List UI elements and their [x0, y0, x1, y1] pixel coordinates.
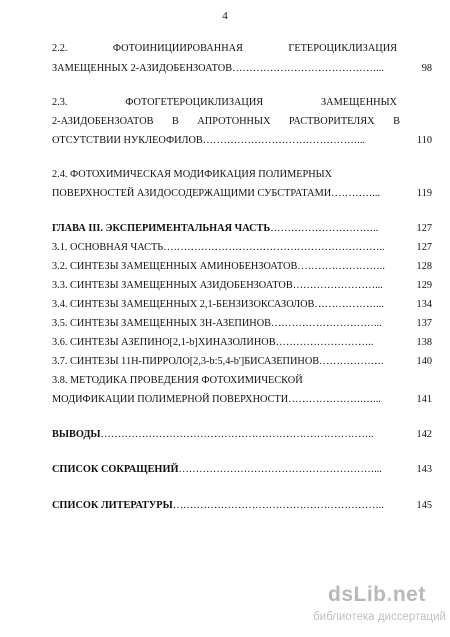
- toc-entry-chapter-3: ГЛАВА III. ЭКСПЕРИМЕНТАЛЬНАЯ ЧАСТЬ…………………………..: [52, 223, 379, 234]
- toc-entry-3-5: 3.5. СИНТЕЗЫ ЗАМЕЩЕННЫХ 3Н-АЗЕПИНОВ…………………………...: [52, 318, 382, 329]
- toc-entry-2-3-line-2: 2-АЗИДОБЕНЗОАТОВ В АПРОТОННЫХ РАСТВОРИТЕЛЯХ В: [52, 116, 400, 127]
- toc-entry-3-4: 3.4. СИНТЕЗЫ ЗАМЕЩЕННЫХ 2,1-БЕНЗИЗОКСАЗОЛОВ………………...: [52, 299, 384, 310]
- toc-entry-abbreviations: СПИСОК СОКРАЩЕНИЙ…………………………………………………...: [52, 464, 382, 475]
- toc-page-3-6: 138: [416, 337, 432, 348]
- dslib-logo: dsLib.net: [328, 583, 426, 606]
- toc-page-2-2: 98: [421, 63, 432, 74]
- toc-entry-conclusions: ВЫВОДЫ……………………………………………………………………..: [52, 429, 374, 440]
- toc-entry-3-7: 3.7. СИНТЕЗЫ 11Н-ПИРРОЛО[2,3-b:5,4-b']БИСАЗЕПИНОВ……………….: [52, 356, 384, 367]
- toc-page-abbreviations: 143: [416, 464, 432, 475]
- toc-entry-2-3-line-1: 2.3. ФОТОГЕТЕРОЦИКЛИЗАЦИЯ ЗАМЕЩЕННЫХ: [52, 97, 397, 108]
- toc-page-references: 145: [416, 500, 432, 511]
- toc-page-3-4: 134: [416, 299, 432, 310]
- toc-entry-2-2-line-1: 2.2. ФОТОИНИЦИИРОВАННАЯ ГЕТЕРОЦИКЛИЗАЦИЯ: [52, 43, 397, 54]
- toc-entry-3-1: 3.1. ОСНОВНАЯ ЧАСТЬ………………………………………………………..: [52, 242, 385, 253]
- toc-entry-2-4-line-1: 2.4. ФОТОХИМИЧЕСКАЯ МОДИФИКАЦИЯ ПОЛИМЕРНЫХ: [52, 169, 333, 180]
- toc-entry-2-2-line-2: ЗАМЕЩЕННЫХ 2-АЗИДОБЕНЗОАТОВ……………………………………...: [52, 63, 384, 74]
- toc-entry-3-8-line-2: МОДИФИКАЦИИ ПОЛИМЕРНОЙ ПОВЕРХНОСТИ………………….…...: [52, 394, 381, 405]
- toc-entry-3-8-line-1: 3.8. МЕТОДИКА ПРОВЕДЕНИЯ ФОТОХИМИЧЕСКОЙ: [52, 375, 303, 386]
- toc-page-3-2: 128: [416, 261, 432, 272]
- toc-page-conclusions: 142: [416, 429, 432, 440]
- toc-entry-references: СПИСОК ЛИТЕРАТУРЫ……………………………………………………..: [52, 500, 384, 511]
- toc-page-2-3: 110: [416, 135, 432, 146]
- toc-page-3-5: 137: [416, 318, 432, 329]
- page-number: 4: [222, 10, 228, 22]
- toc-entry-2-3-line-3: ОТСУТСТВИИ НУКЛЕОФИЛОВ………………………………………...: [52, 135, 365, 146]
- toc-entry-3-2: 3.2. СИНТЕЗЫ ЗАМЕЩЕННЫХ АМИНОБЕНЗОАТОВ……………………..: [52, 261, 385, 272]
- toc-entry-3-6: 3.6. СИНТЕЗЫ АЗЕПИНО[2,1-b]ХИНАЗОЛИНОВ………………………..: [52, 337, 374, 348]
- dslib-watermark: [308, 583, 448, 627]
- toc-page-2-4: 119: [416, 188, 432, 199]
- toc-page-3-7: 140: [416, 356, 432, 367]
- toc-entry-2-4-line-2: ПОВЕРХНОСТЕЙ АЗИДОСОДЕРЖАЩИМИ СУБСТРАТАМИ…………...: [52, 188, 381, 199]
- toc-page-chapter-3: 127: [416, 223, 432, 234]
- toc-page-3-3: 129: [416, 280, 432, 291]
- dslib-subtitle: библиотека диссертаций: [313, 611, 446, 623]
- toc-page-3-1: 127: [416, 242, 432, 253]
- toc-page-3-8: 141: [416, 394, 432, 405]
- toc-entry-3-3: 3.3. СИНТЕЗЫ ЗАМЕЩЕННЫХ АЗИДОБЕНЗОАТОВ……………………...: [52, 280, 383, 291]
